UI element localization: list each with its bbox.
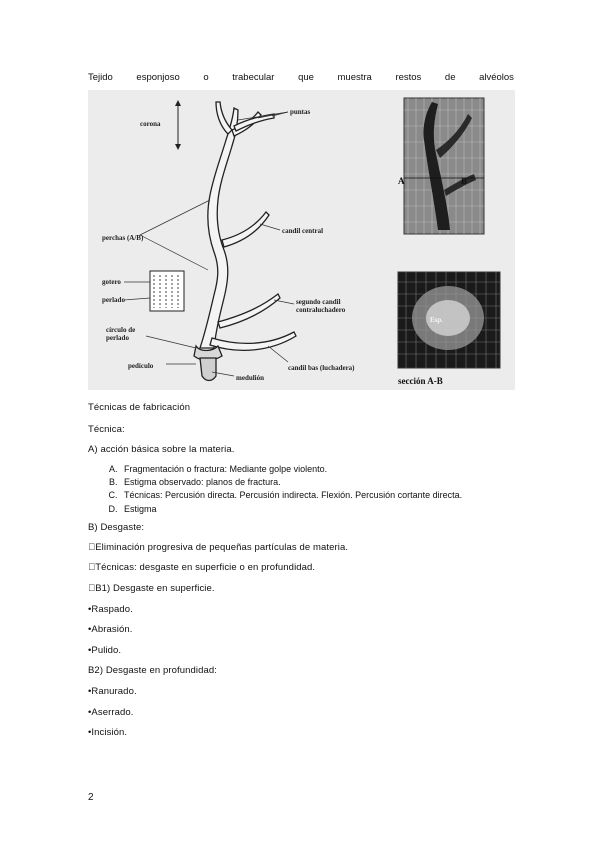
label-perlado: perlado [102,296,125,304]
section-b-title: B) Desgaste: [88,522,145,533]
antler-diagram [88,90,515,390]
antler-pedicle [200,358,216,381]
list-item: A. Fragmentación o fractura: Mediante golpe violento. [120,463,462,476]
label-gotero: gotero [102,278,121,286]
label-section-a: A [398,176,405,186]
b-line: Técnicas: desgaste en superficie o en profundidad. [88,562,308,573]
antler-second-tine [218,294,280,328]
b2-title: B2) Desgaste en profundidad: [88,665,218,676]
b1-item: •Abrasión. [88,624,133,635]
corona-arrow-head-top [175,100,181,106]
cross-section-photo [398,272,500,368]
antler-tine [216,102,232,134]
b1-item: •Raspado. [88,604,133,615]
texture-inset [150,271,184,311]
caption-word: restos [395,72,422,83]
label-puntas: puntas [290,108,311,116]
antler-brow-tine [210,332,296,350]
b1-item: •Pulido. [88,645,122,656]
label-candil-central: candil central [282,227,324,235]
caption-word: o [203,72,209,83]
list-item: C. Técnicas: Percusión directa. Percusión indirecta. Flexión. Percusión cortante directa. [120,489,462,502]
label-esp: Esp. [430,316,444,324]
label-seccion: sección A-B [398,376,443,386]
b-line: B1) Desgaste en superficie. [88,583,208,594]
label-segundo-candil-2: contraluchadero [296,306,346,314]
corona-arrow-head-bottom [175,144,181,150]
b2-item: •Aserrado. [88,707,134,718]
caption-word: alvéolos [479,72,514,83]
label-candil-bas: candil bas (luchadera) [288,364,355,372]
antler-photo [404,98,484,234]
antler-drawing [194,102,296,381]
caption-word: muestra [337,72,372,83]
label-corona: corona [140,120,161,128]
antler-beam [200,108,238,348]
b-line: Eliminación progresiva de pequeñas partículas de materia. [88,542,341,553]
caption-word: que [298,72,314,83]
label-perchas: perchas (A/B) [102,234,144,242]
label-circulo: círculo de [106,326,136,334]
antler-diagram-figure [88,90,515,390]
antler-central-tine [222,212,269,247]
caption-word: de [444,72,456,83]
label-pediculo: pedículo [128,362,154,370]
label-medulion: medulión [236,374,265,382]
list-item: B. Estigma observado: planos de fractura. [120,476,462,489]
tecnica-label: Técnica: [88,424,125,435]
b2-item: •Incisión. [88,727,128,738]
caption-word: Tejido [88,72,113,83]
label-segundo-candil: segundo candil [296,298,341,306]
label-section-b: B [461,176,468,186]
b2-item: •Ranurado. [88,686,137,697]
caption-word: trabecular [232,72,275,83]
page-number: 2 [88,792,94,803]
section-heading: Técnicas de fabricación [88,402,191,413]
caption-word: esponjoso [136,72,180,83]
figure-caption-line [88,72,514,83]
list-item: D. Estigma [120,503,462,516]
section-a-list [100,463,462,516]
section-a-title: A) acción básica sobre la materia. [88,444,235,455]
label-circulo-2: perlado [106,334,129,342]
